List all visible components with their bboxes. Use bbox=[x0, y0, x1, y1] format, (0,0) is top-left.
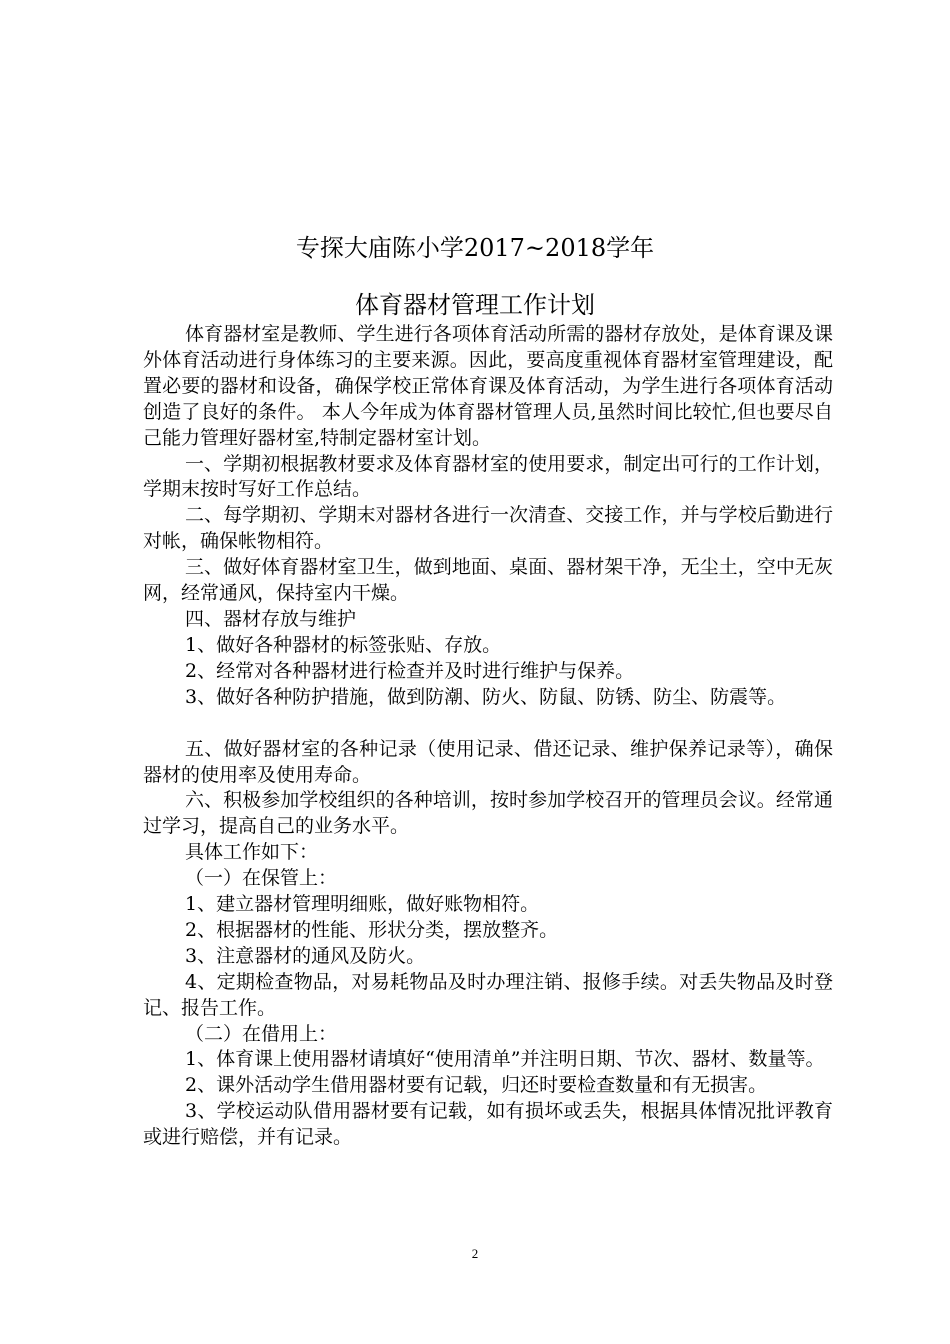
paragraph-storage-heading: （一）在保管上： bbox=[185, 867, 338, 890]
document-title-line-1: 专探大庙陈小学2017~2018学年 bbox=[295, 234, 655, 262]
paragraph-storage-3: 3、注意器材的通风及防火。 bbox=[185, 944, 426, 967]
paragraph-item-3: 三、做好体育器材室卫生，做到地面、桌面、器材架干净，无尘土，空中无灰网，经常通风，保持室内干燥。 bbox=[143, 556, 833, 605]
paragraph-item-4-1: 1、做好各种器材的标签张贴、存放。 bbox=[185, 633, 502, 656]
paragraph-item-2: 二、每学期初、学期末对器材各进行一次清查、交接工作，并与学校后勤进行对帐，确保帐物相符。 bbox=[143, 504, 833, 553]
document-body bbox=[143, 322, 833, 1151]
paragraph-intro: 体育器材室是教师、学生进行各项体育活动所需的器材存放处，是体育课及课外体育活动进行身体练习的主要来源。因此，要高度重视体育器材室管理建设，配置必要的器材和设备，确保学校正常体育课及体育活动，为学生进行各项体育活动创造了良好的条件。 本人今年成为体育器材管理人员,虽然时间比较忙,但也要尽自己能力管理好器材室,特制定器材室计划。 bbox=[143, 323, 833, 449]
paragraph-specific-work: 具体工作如下： bbox=[185, 841, 319, 864]
paragraph-item-6: 六、积极参加学校组织的各种培训，按时参加学校召开的管理员会议。经常通过学习，提高自己的业务水平。 bbox=[143, 789, 833, 838]
paragraph-storage-1: 1、建立器材管理明细账，做好账物相符。 bbox=[185, 893, 540, 916]
paragraph-item-4-2: 2、经常对各种器材进行检查并及时进行维护与保养。 bbox=[185, 659, 635, 682]
paragraph-storage-4: 4、定期检查物品，对易耗物品及时办理注销、报修手续。对丢失物品及时登记、报告工作。 bbox=[143, 970, 833, 1019]
paragraph-borrowing-3: 3、学校运动队借用器材要有记载，如有损坏或丢失，根据具体情况批评教育或进行赔偿，并有记录。 bbox=[143, 1100, 833, 1149]
paragraph-item-4-3: 3、做好各种防护措施，做到防潮、防火、防鼠、防锈、防尘、防震等。 bbox=[185, 685, 787, 708]
blank-line bbox=[143, 711, 833, 737]
page-number: 2 bbox=[471, 1246, 479, 1261]
paragraph-item-1: 一、学期初根据教材要求及体育器材室的使用要求，制定出可行的工作计划，学期末按时写好工作总结。 bbox=[143, 452, 833, 501]
document-title-line-2: 体育器材管理工作计划 bbox=[355, 291, 595, 319]
paragraph-item-4-heading: 四、器材存放与维护 bbox=[185, 607, 357, 630]
paragraph-borrowing-heading: （二）在借用上： bbox=[185, 1022, 338, 1045]
paragraph-item-5: 五、做好器材室的各种记录（使用记录、借还记录、维护保养记录等），确保器材的使用率及使用寿命。 bbox=[143, 737, 833, 786]
paragraph-storage-2: 2、根据器材的性能、形状分类，摆放整齐。 bbox=[185, 918, 559, 941]
paragraph-borrowing-1: 1、体育课上使用器材请填好“使用清单”并注明日期、节次、器材、数量等。 bbox=[185, 1048, 825, 1071]
paragraph-borrowing-2: 2、课外活动学生借用器材要有记载，归还时要检查数量和有无损害。 bbox=[185, 1074, 768, 1097]
